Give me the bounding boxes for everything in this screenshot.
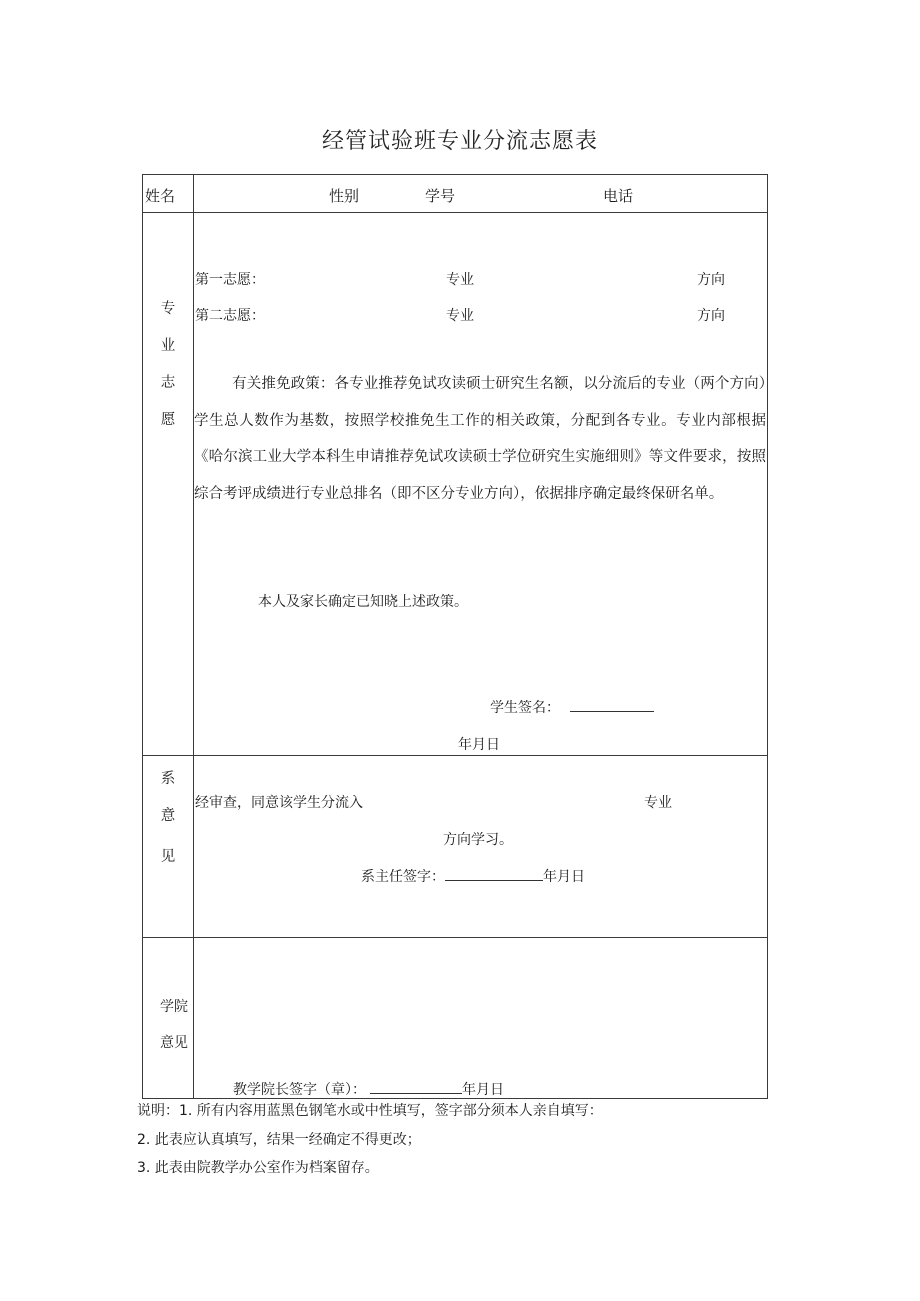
student-signature-line[interactable] — [570, 697, 654, 712]
director-signature-line[interactable] — [445, 866, 543, 881]
note-line: 说明：1. 所有内容用蓝黑色钢笔水或中性填写，签字部分须本人亲自填写： — [137, 1103, 603, 1119]
college-side-label-2: 意见 — [160, 1035, 188, 1051]
college-side-label-1: 学院 — [160, 999, 188, 1015]
side-char: 系 — [160, 771, 176, 787]
note-line: 2. 此表应认真填写，结果一经确定不得更改； — [137, 1132, 421, 1148]
phone-label: 电话 — [603, 187, 634, 205]
director-date-label: 年月日 — [543, 869, 585, 885]
policy-paragraph — [194, 366, 766, 512]
note-line: 3. 此表由院教学办公室作为档案留存。 — [137, 1160, 379, 1176]
second-direction-label: 方向 — [697, 308, 725, 324]
side-char: 愿 — [160, 412, 176, 428]
second-choice-label: 第二志愿： — [195, 308, 265, 324]
first-direction-label: 方向 — [697, 272, 725, 288]
director-signature — [361, 866, 585, 886]
first-choice-label: 第一志愿： — [195, 272, 265, 288]
confirmation-text: 本人及家长确定已知晓上述政策。 — [258, 594, 468, 610]
dean-signature — [233, 1079, 504, 1099]
second-major-label: 专业 — [446, 308, 474, 324]
dean-signature-label: 教学院长签字（章）： — [233, 1082, 366, 1098]
department-major-label: 专业 — [644, 795, 672, 811]
student-id-label: 学号 — [425, 187, 456, 205]
side-char: 业 — [160, 338, 176, 354]
dean-date-label: 年月日 — [462, 1082, 504, 1098]
side-char: 见 — [160, 849, 176, 865]
director-signature-label: 系主任签字： — [361, 869, 445, 885]
dean-signature-line[interactable] — [370, 1079, 462, 1094]
side-char: 专 — [160, 301, 176, 317]
side-char: 意 — [160, 808, 176, 824]
student-signature — [490, 697, 654, 717]
approval-text: 经审查，同意该学生分流入 — [195, 795, 363, 811]
side-char: 志 — [160, 375, 176, 391]
first-major-label: 专业 — [446, 272, 474, 288]
direction-study-text: 方向学习。 — [443, 832, 513, 848]
name-label: 姓名 — [145, 187, 176, 205]
policy-text: 有关推免政策：各专业推荐免试攻读硕士研究生名额，以分流后的专业（两个方向）学生总人数作为基数，按照学校推免生工作的相关政策，分配到各专业。专业内部根据《哈尔滨工业大学本科生申请推荐免试攻读硕士学位研究生实施细则》等文件要求，按照综合考评成绩进行专业总排名（即不区分专业方向），依据排序确定最终保研名单。 — [194, 376, 766, 502]
page-title: 经管试验班专业分流志愿表 — [321, 129, 598, 154]
student-signature-label: 学生签名： — [490, 700, 560, 716]
student-date-label: 年月日 — [458, 737, 500, 753]
gender-label: 性别 — [329, 187, 360, 205]
